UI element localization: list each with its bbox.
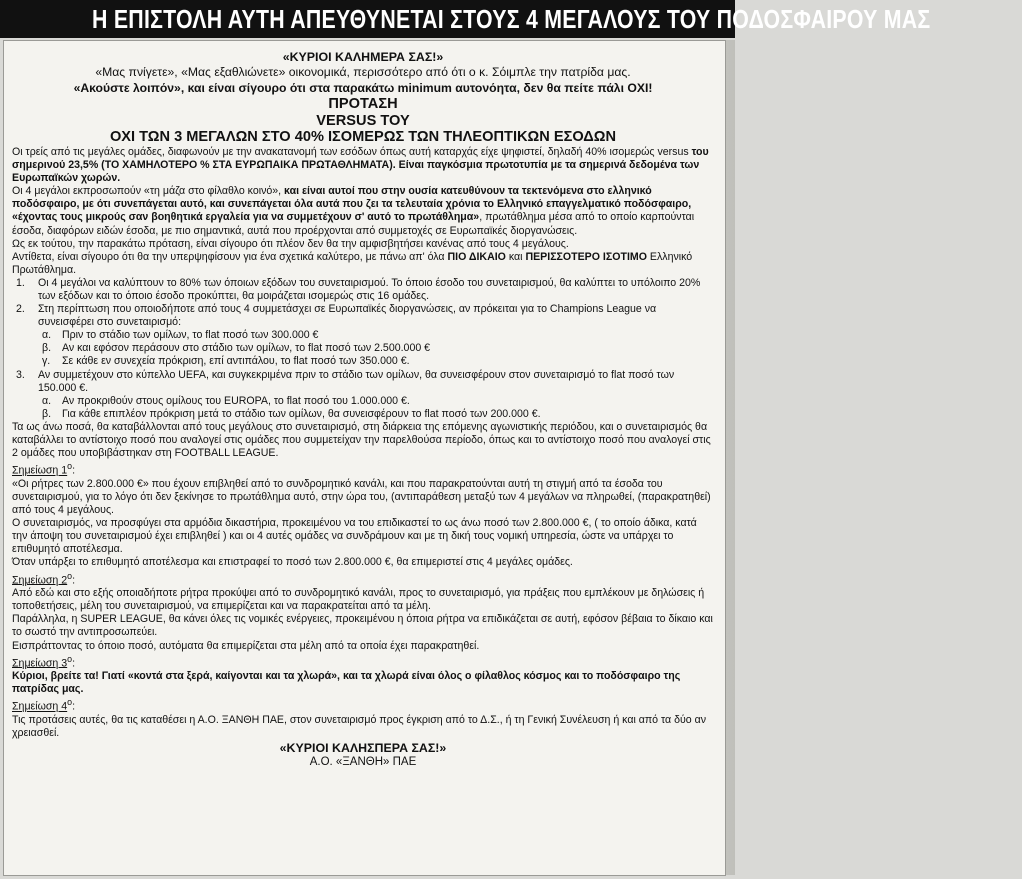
note-2-heading: Σημείωση $2^o$: [12, 570, 76, 587]
note-3-heading: Σημείωση $3^o$: [12, 653, 76, 670]
note-3-label: Σημείωση 3 [12, 657, 68, 670]
title-line-2: VERSUS ΤΟΥ [316, 112, 410, 129]
note-1-para-1: «Οι ρήτρες των 2.800.000 €» που έχουν επιβληθεί από το συνδρομητικό κανάλι, και που παρακρατούνται αυτή τη στιγμή από τα έσοδα του συνεταιρισμού, για το λόγο ότι δεν ξεκίνησε το πρωτάθλημα αυτό, στην ώρα του, (αντιπαράθεση μεταξύ των 4 μεγάλων να πληρωθεί, (παρακρατηθεί) από τους 4 μεγάλους. [12, 477, 711, 517]
p4-bold-1: ΠΙΟ ΔΙΚΑΙΟ [447, 250, 506, 263]
sub-text: Αν προκριθούν στους ομίλους του EUROPA, το flat ποσό του 1.000.000 €. [62, 394, 410, 407]
proposal-list [12, 277, 714, 421]
p1-text: Οι τρείς από τις μεγάλες ομάδες, διαφωνούν με την ανακατανομή των εσόδων όπως αυτή καταρχάς είχε ψηφιστεί, δηλαδή 40% ισομερώς versus [12, 145, 692, 158]
paragraph-4 [12, 251, 714, 277]
list-item [12, 303, 714, 329]
list-text: Οι 4 μεγάλοι να καλύπτουν το 80% των όποιων εξόδων του συνεταιρισμού. Το όποιο έσοδο του συνεταιρισμού, θα καλύπτει το υπόλοιπο 20% των εξόδων και το όποιο έσοδο προκύπτει, θα μοιράζεται ισομερώς στις 16 ομάδες. [38, 276, 701, 302]
list-number: 1. [16, 276, 25, 289]
note-4-heading: Σημείωση $4^o$: [12, 697, 76, 713]
note-2-label: Σημείωση 2 [12, 574, 68, 587]
note-4-label: Σημείωση 4 [12, 700, 68, 713]
sub-letter: γ. [42, 355, 51, 368]
paragraph-1 [12, 146, 714, 185]
p2-tail: , πρωτάθλημα μέσα από το οποίο καρπούνται έσοδα, διαφόρων ειδών έσοδα, με πιο σημαντικά, αυτά που προέρχονται από συμμετοχές σε Ευρωπαϊκές διοργανώσεις. [12, 211, 695, 237]
note-1-label: Σημείωση 1 [12, 464, 68, 477]
note-2-para-1: Από εδώ και στο εξής οποιαδήποτε ρήτρα προκύψει από το συνδρομητικό κανάλι, προς το συνεταιρισμό, για πράξεις που εμπλέκουν με δηλώσεις ή τοποθετήσεις, μέλη του συνεταιρισμού, να επιμερίζεται και να παρακρατείται από τα μέλη. [12, 587, 705, 613]
note-2-para-3: Εισπράττοντας το όποιο ποσό, αυτόματα θα επιμερίζεται στα μέλη από τα οποία έχει παρακρατηθεί. [12, 639, 480, 652]
sub-letter: α. [42, 329, 52, 342]
note-2-para-2: Παράλληλα, η SUPER LEAGUE, θα κάνει όλες τις νομικές ενέργειες, προκειμένου η όποια ρήτρα να επιδικάζεται σε αυτή, εφόσον βέβαια το δίκαιο και το σωστό την αντιπροσωπεύει. [12, 613, 713, 639]
sub-letter: β. [42, 342, 52, 355]
p4-tail: Ελληνικό Πρωτάθλημα. [12, 250, 693, 276]
sub-text: Πριν το στάδιο των ομίλων, το flat ποσό των 300.000 € [62, 329, 319, 342]
headline-text: Η ΕΠΙΣΤΟΛΗ ΑΥΤΗ ΑΠΕΥΘΥΝΕΤΑΙ ΣΤΟΥΣ 4 ΜΕΓΑΛΟΥΣ ΤΟΥ ΠΟΔΟΣΦΑΙΡΟΥ ΜΑΣ [92, 4, 931, 34]
p4-and: και [505, 250, 526, 263]
paragraph-5: Τα ως άνω ποσά, θα καταβάλλονται από τους μεγάλους στο συνεταιρισμό, στη διάρκεια της επόμενης αγωνιστικής περιόδου, και ο συνεταιρισμός θα καταβάλλει το αντίστοιχο ποσό που αναλογεί στις ομάδες που συμμετείχαν την παρελθούσα περίοδο, όπως και το αντίστοιχο ποσό που αναλογεί στις 2 ομάδες που υποβιβάστηκαν στη FOOTBALL LEAGUE. [12, 420, 711, 460]
signature: Α.Ο. «ΞΑΝΘΗ» ΠΑΕ [309, 756, 417, 769]
paragraph-3: Ως εκ τούτου, την παρακάτω πρόταση, είναι σίγουρο ότι πλέον δεν θα την αμφισβητήσει κανένας από τους 4 μεγάλους. [12, 237, 569, 250]
sub-text: Για κάθε επιπλέον πρόκριση μετά το στάδιο των ομίλων, θα συνεισφέρουν το flat ποσό των 200.000 €. [62, 407, 541, 420]
list-number: 2. [16, 303, 25, 316]
sub-letter: α. [42, 394, 52, 407]
sub-item [12, 408, 714, 421]
intro-line-2 [12, 81, 714, 97]
note-4-para-1: Τις προτάσεις αυτές, θα τις καταθέσει η Α.Ο. ΞΑΝΘΗ ΠΑΕ, στον συνεταιρισμό προς έγκριση από το Δ.Σ., ή τη Γενική Συνέλευση ή και από τα δύο αν χρειασθεί. [12, 714, 707, 740]
letter-content [12, 49, 714, 769]
greeting: «ΚΥΡΙΟΙ ΚΑΛΗΜΕΡΑ ΣΑΣ!» [282, 50, 444, 64]
note-1-para-2: Ο συνεταιρισμός, να προσφύγει στα αρμόδια δικαστήρια, προκειμένου να του επιδικαστεί το ως άνω ποσό των 2.800.000 €, ( το οποίο άδικα, κατά την άποψη του συνεταιρισμού έχει επιβληθεί ) και οι 4 αυτές ομάδες να συνδράμουν και με τη δική τους νομική υπηρεσία, ώστε να υπάρχει το επιθυμητό αποτέλεσμα. [12, 517, 697, 556]
letter-panel [3, 40, 726, 876]
sub-letter: β. [42, 407, 52, 420]
p4-text: Αντίθετα, είναι σίγουρο ότι θα την υπερψηφίσουν για ένα σχετικά καλύτερο, με πάνω απ' όλα [12, 250, 448, 263]
p1-bold: του σημερινού 23,5% (ΤΟ ΧΑΜΗΛΟΤΕΡΟ % ΣΤΑ ΕΥΡΩΠΑΙΚΑ ΠΡΩΤΑΘΛΗΜΑΤΑ). Είναι παγκόσμια πρωτοτυπία με τα σημερινά δεδομένα των Ευρωπαϊκών χωρών. [12, 145, 709, 185]
paragraph-2 [12, 185, 714, 237]
intro-line-1: «Μας πνίγετε», «Μας εξαθλιώνετε» οικονομικά, περισσότερο από ότι ο κ. Σόιμπλε την πατρίδα μας. [95, 65, 631, 79]
sub-text: Αν και εφόσον περάσουν στο στάδιο των ομίλων, το flat ποσό των 2.500.000 € [62, 342, 431, 355]
list-text: Αν συμμετέχουν στο κύπελλο UEFA, και συγκεκριμένα πριν το στάδιο των ομίλων, θα συνεισφέρουν στον συνεταιρισμό το flat ποσό των 150.000 €. [38, 368, 675, 394]
list-item [12, 277, 714, 303]
p2-bold: και είναι αυτοί που στην ουσία κατευθύνουν τα τεκτενόμενα στο ελληνικό ποδόσφαιρο, με ότι συνεπάγεται αυτό, και συνεπάγεται όλα αυτά που ζει τα τελευταία χρόνια το Ελληνικό επαγγελματικό ποδόσφαιρο, «έχοντας τους μικρούς σαν βοηθητικά εργαλεία για να συμμετέχουν σ' αυτό το πρωτάθλημα» [12, 185, 692, 224]
intro-line-2-text: «Ακούστε λοιπόν», και είναι σίγουρο ότι στα παρακάτω minimum αυτονόητα, δεν θα πείτε πάλι ΟΧΙ! [73, 80, 653, 95]
closing-greeting: «ΚΥΡΙΟΙ ΚΑΛΗΣΠΕΡΑ ΣΑΣ!» [279, 741, 447, 756]
sub-text: Σε κάθε εν συνεχεία πρόκριση, επί αντιπάλου, το flat ποσό των 350.000 €. [62, 355, 410, 368]
list-number: 3. [16, 368, 25, 381]
title-line-1: ΠΡΟΤΑΣΗ [328, 96, 398, 113]
note-3-para-1: Κύριοι, βρείτε τα! Γιατί «κοντά στα ξερά, καίγονται και τα χλωρά», και τα χλωρά είναι όλος ο φίλαθλος κόσμος και το ποδόσφαιρο της πατρίδας μας. [12, 670, 681, 696]
sub-item [12, 329, 714, 342]
headline-banner [0, 0, 931, 38]
sub-item [12, 342, 714, 355]
note-1-heading: Σημείωση $1^o$: [12, 461, 76, 477]
title-line-3: ΟΧΙ ΤΩΝ 3 ΜΕΓΑΛΩΝ ΣΤΟ 40% ΙΣΟΜΕΡΩΣ ΤΩΝ ΤΗΛΕΟΠΤΙΚΩΝ ΕΣΟΔΩΝ [109, 129, 617, 146]
sub-item [12, 355, 714, 368]
list-item [12, 369, 714, 395]
p2-text: Οι 4 μεγάλοι εκπροσωπούν «τη μάζα στο φίλαθλο κοινό», [12, 185, 285, 198]
note-1-para-3: Όταν υπάρξει το επιθυμητό αποτέλεσμα και επιστραφεί το ποσό των 2.800.000 €, θα επιμεριστεί στις 4 μεγάλες ομάδες. [12, 556, 573, 569]
sub-item [12, 395, 714, 408]
p4-bold-2: ΠΕΡΙΣΣΟΤΕΡΟ ΙΣΟΤΙΜΟ [525, 250, 647, 263]
list-text: Στη περίπτωση που οποιοδήποτε από τους 4 συμμετάσχει σε Ευρωπαϊκές διοργανώσεις, αν πρόκειται για το Champions League να συνεισφέρει στο συνεταιρισμό: [38, 303, 657, 329]
